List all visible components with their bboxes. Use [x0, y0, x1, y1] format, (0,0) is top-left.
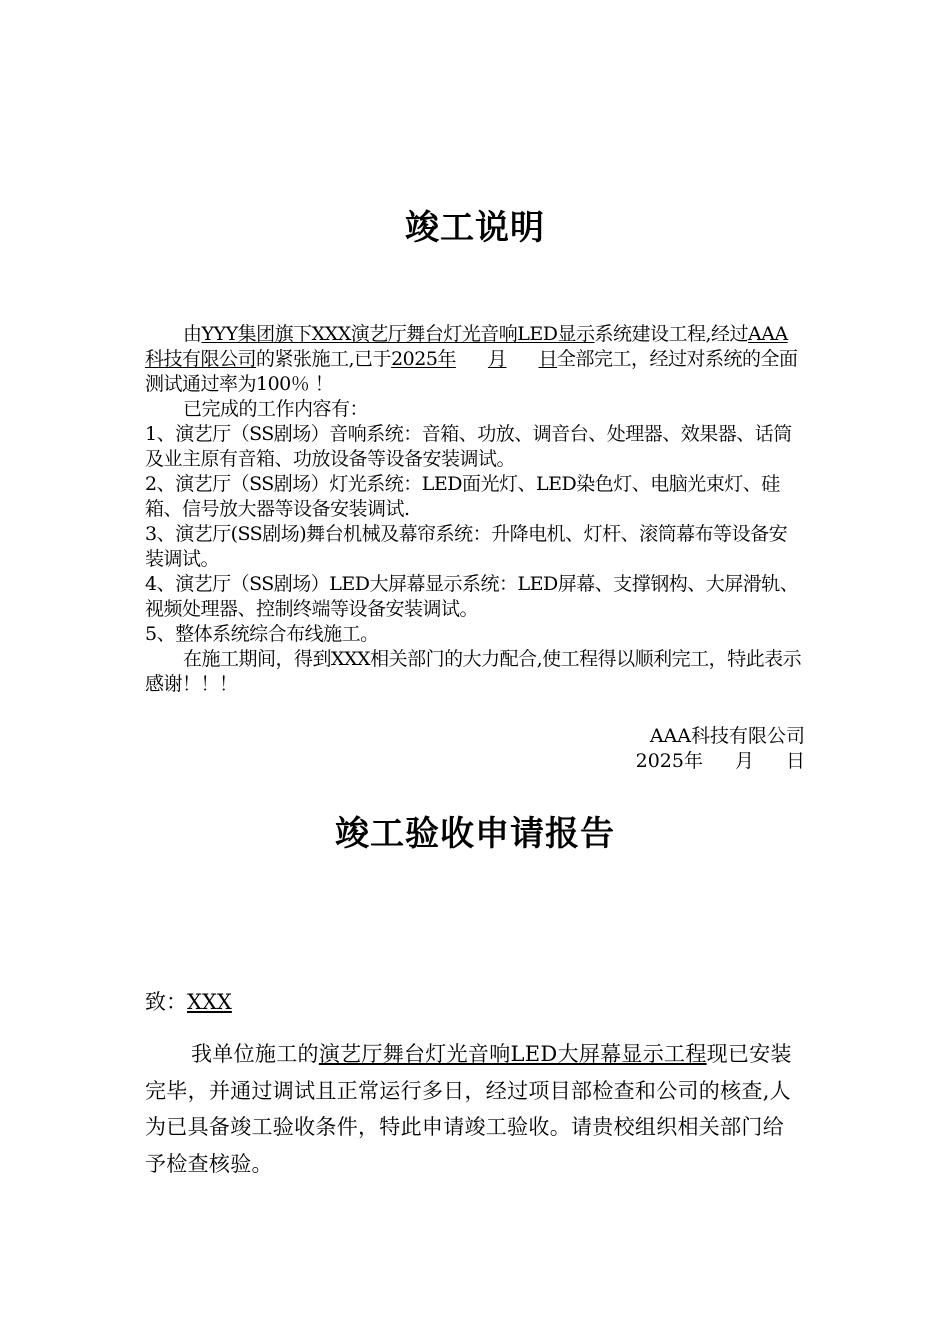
contractor-name: AAA科技有限公司	[145, 323, 788, 370]
application-paragraph	[145, 1036, 805, 1182]
signature-date	[145, 749, 805, 774]
work-item: 1、演艺厅（SS剧场）音响系统：音箱、功放、调音台、处理器、效果器、话筒及业主原有音箱、功放设备等设备安装调试。	[145, 423, 792, 470]
signature-year: 2025年	[635, 750, 703, 772]
intro-mid2: 的紧张施工,已于	[256, 348, 392, 370]
intro-prefix: 由	[183, 323, 202, 345]
application-body	[145, 1036, 805, 1182]
intro-paragraph	[145, 322, 805, 397]
completion-statement	[145, 322, 805, 697]
intro-suffix: 全部完工，经过对系统的全面测试通过率为100％ ！	[145, 348, 798, 395]
signature-month: 月	[734, 750, 754, 772]
completion-date	[391, 348, 557, 370]
date-day: 日	[538, 348, 557, 370]
page-title: 竣工说明	[405, 208, 545, 248]
application-prefix: 我单位施工的	[191, 1042, 319, 1066]
signature-day: 日	[785, 750, 805, 772]
application-project-name: 演艺厅舞台灯光音响LED大屏幕显示工程	[318, 1042, 707, 1066]
work-item: 5、整体系统综合布线施工。	[145, 623, 379, 645]
addressee-line	[145, 986, 232, 1018]
work-item: 2、演艺厅（SS剧场）灯光系统：LED面光灯、LED染色灯、电脑光束灯、硅箱、信号放大器等设备安装调试.	[145, 473, 780, 520]
addressee-label: 致：	[145, 990, 187, 1014]
project-name: YYY集团旗下XXX演艺厅舞台灯光音响LED显示	[201, 323, 595, 345]
date-year: 2025年	[391, 348, 456, 370]
report-title: 竣工验收申请报告	[335, 814, 615, 854]
addressee-name: XXX	[187, 990, 232, 1014]
date-month: 月	[487, 348, 507, 370]
work-item: 3、演艺厅(SS剧场)舞台机械及幕帘系统：升降电机、灯杆、滚筒幕布等设备安装调试。	[145, 523, 788, 570]
work-item: 4、演艺厅（SS剧场）LED大屏幕显示系统：LED屏幕、支撑钢构、大屏滑轨、视频处理器、控制终端等设备安装调试。	[145, 573, 799, 620]
list-intro: 已完成的工作内容有：	[183, 398, 369, 420]
thanks-paragraph: 在施工期间，得到XXX相关部门的大力配合,使工程得以顺利完工，特此表示感谢！！！	[145, 648, 802, 695]
application-suffix: 现已安装完毕，并通过调试且正常运行多日，经过项目部检查和公司的核查,人为已具备竣工验收条件，特此申请竣工验收。请贵校组织相关部门给予检查核验。	[145, 1042, 792, 1176]
signature-company: AAA科技有限公司	[649, 725, 805, 747]
intro-mid1: 系统建设工程,经过	[594, 323, 748, 345]
